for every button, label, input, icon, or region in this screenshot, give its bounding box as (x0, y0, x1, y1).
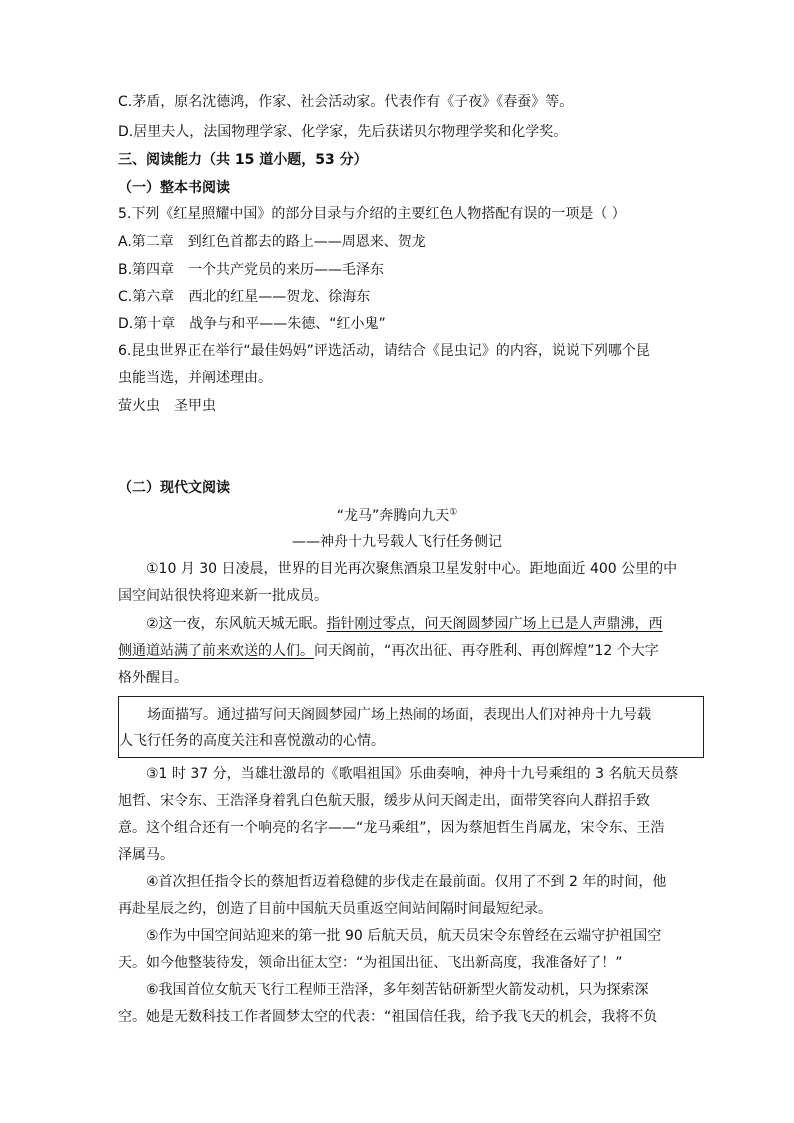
question-5-option-a: A.第二章 到红色首都去的路上——周恩来、贺龙 (118, 234, 426, 250)
paragraph-2-continuation: 问天阁前，“再次出征、再夺胜利、再创辉煌”12 个大字 (314, 643, 659, 659)
paragraph-2-line-2 (118, 641, 659, 661)
paragraph-2-line-1 (146, 614, 663, 634)
underlined-sentence-part-1: 指针刚过零点，问天阁圆梦园广场上已是人声鼎沸，西 (326, 616, 663, 632)
question-6-line-1: 6.昆虫世界正在举行“最佳妈妈”评选活动，请结合《昆虫记》的内容，说说下列哪个昆 (118, 343, 650, 359)
question-6-line-2: 虫能当选，并阐述理由。 (118, 370, 272, 386)
paragraph-1-line-2: 国空间站很快将迎来新一批成员。 (118, 588, 328, 604)
paragraph-6-line-2: 空。她是无数科技工作者圆梦太空的代表：“祖国信任我，给予我飞天的机会，我将不负 (118, 1009, 658, 1025)
paragraph-1-line-1: ①10 月 30 日凌晨，世界的目光再次聚焦酒泉卫星发射中心。距地面近 400 公里的中 (146, 561, 678, 577)
paragraph-3-line-3: 意。这个组合还有一个响亮的名字——“龙马乘组”，因为蔡旭哲生肖属龙，宋令东、王浩 (118, 820, 665, 836)
question-5-option-c: C.第六章 西北的红星——贺龙、徐海东 (118, 289, 371, 305)
question-5: 5.下列《红星照耀中国》的部分目录与介绍的主要红色人物搭配有误的一项是（ ） (118, 206, 626, 222)
paragraph-3-line-1: ③1 时 37 分，当雄壮激昂的《歌唱祖国》乐曲奏响，神舟十九号乘组的 3 名航天员蔡 (146, 766, 679, 782)
paragraph-3-line-4: 泽属马。 (118, 847, 174, 863)
paragraph-2-intro: ②这一夜，东风航天城无眠。 (146, 616, 327, 632)
question-5-option-d: D.第十章 战争与和平——朱德、“红小鬼” (118, 316, 386, 332)
annotation-line-2: 人飞行任务的高度关注和喜悦激动的心情。 (119, 733, 385, 749)
annotation-box (118, 696, 704, 758)
question-5-option-b: B.第四章 一个共产党员的来历——毛泽东 (118, 262, 385, 278)
part-1-heading: （一）整本书阅读 (118, 180, 230, 196)
option-c: C.茅盾，原名沈德鸿，作家、社会活动家。代表作有《子夜》《春蚕》等。 (118, 94, 574, 110)
paragraph-3-line-2: 旭哲、宋令东、王浩泽身着乳白色航天服，缓步从问天阁走出，面带笑容向人群招手致 (118, 793, 650, 809)
article-title (0, 506, 794, 526)
underlined-sentence-part-2: 侧通道站满了前来欢送的人们。 (118, 643, 314, 659)
part-2-heading: （二）现代文阅读 (118, 480, 230, 496)
paragraph-4-line-1: ④首次担任指令长的蔡旭哲迈着稳健的步伐走在最前面。仅用了不到 2 年的时间，他 (146, 874, 667, 890)
paragraph-6-line-1: ⑥我国首位女航天飞行工程师王浩泽，多年刻苦钻研新型火箭发动机，只为探索深 (146, 982, 649, 998)
paragraph-5-line-1: ⑤作为中国空间站迎来的第一批 90 后航天员，航天员宋令东曾经在云端守护祖国空 (146, 928, 662, 944)
option-d: D.居里夫人，法国物理学家、化学家，先后获诺贝尔物理学奖和化学奖。 (118, 124, 568, 140)
article-subtitle: ——神舟十九号载人飞行任务侧记 (292, 534, 502, 550)
paragraph-4-line-2: 再赴星辰之约，创造了目前中国航天员重返空间站间隔时间最短纪录。 (118, 901, 552, 917)
paragraph-5-line-2: 天。如今他整装待发，领命出征太空：“为祖国出征、飞出新高度，我准备好了！” (118, 955, 623, 971)
annotation-line-1: 场面描写。通过描写问天阁圆梦园广场上热闹的场面，表现出人们对神舟十九号载 (147, 707, 651, 723)
section-3-heading: 三、阅读能力（共 15 道小题，53 分） (118, 152, 368, 168)
question-6-options: 萤火虫 圣甲虫 (118, 398, 216, 414)
article-title-footnote-mark: ① (449, 507, 458, 518)
article-title-text: “龙马”奔腾向九天 (336, 508, 450, 524)
paragraph-2-line-3: 格外醒目。 (118, 670, 188, 686)
